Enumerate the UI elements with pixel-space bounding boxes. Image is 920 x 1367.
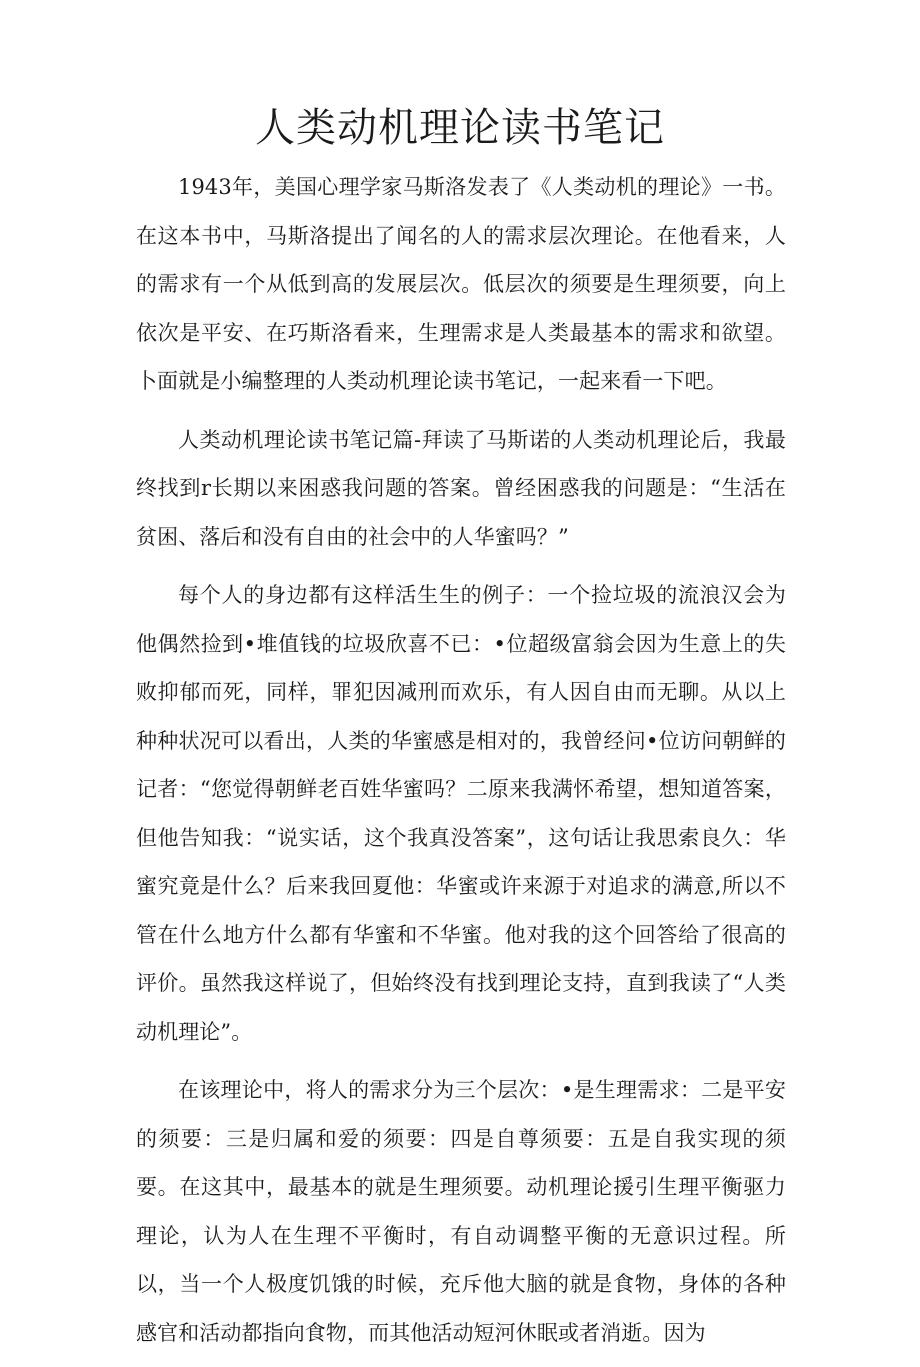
document-body <box>136 163 786 1367</box>
paragraph-2: 人类动机理论读书笔记篇-拜读了马斯诺的人类动机理论后，我最终找到r长期以来困惑我问题的答案。曾经困惑我的问题是：“生活在贫困、落后和没有自由的社会中的人华蜜吗？” <box>136 427 786 549</box>
paragraph-4: 在该理论中，将人的需求分为三个层次：•是生理需求：二是平安的须要：三是归属和爱的须要：四是自尊须要：五是自我实现的须要。在这其中，最基本的就是生理须要。动机理论援引生理平衡驱力理论，认为人在生理不平衡时，有自动调整平衡的无意识过程。所以，当一个人极度饥饿的时候，充斥他大脑的就是食物，身体的各种感官和活动都指向食物，而其他活动短河休眠或者消逝。因为 <box>136 1078 786 1345</box>
paragraph-3: 每个人的身边都有这样活生生的例子：一个捡垃圾的流浪汉会为他偶然捡到•堆值钱的垃圾欣喜不已：•位超级富翁会因为生意上的失败抑郁而死，同样，罪犯因减刑而欢乐，有人因自由而无聊。从以上种种状况可以看出，人类的华蜜感是相对的，我曾经问•位访问朝鲜的记者：“您觉得朝鲜老百姓华蜜吗？二原来我满怀希望，想知道答案，但他告知我：“说实话，这个我真没答案”，这句话让我思索良久：华蜜究竟是什么？后来我回夏他：华蜜或许来源于对追求的满意,所以不管在什么地方什么都有华蜜和不华蜜。他对我的这个回答给了很高的评价。虽然我这样说了，但始终没有找到理论支持，直到我读了“人类动机理论”。 <box>136 583 786 1044</box>
paragraph-1: 1943年，美国心理学家马斯洛发表了《人类动机的理论》一书。在这本书中，马斯洛提出了闻名的人的需求层次理论。在他看来，人的需求有一个从低到高的发展层次。低层次的须要是生理须要，向上依次是平安、在巧斯洛看来，生理需求是人类最基本的需求和欲望。卜面就是小编整理的人类动机理论读书笔记，一起来看一下吧。 <box>136 175 786 393</box>
document-title: 人类动机理论读书笔记 <box>255 105 665 151</box>
